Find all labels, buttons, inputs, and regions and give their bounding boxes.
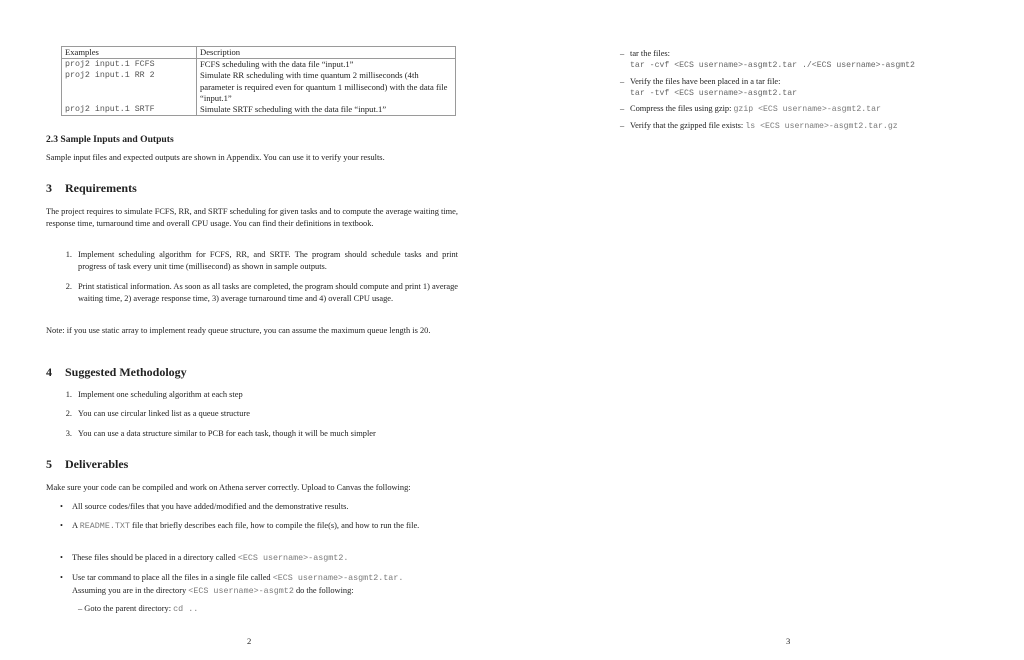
item-text: Implement scheduling algorithm for FCFS, RR, and SRTF. The program should schedule tasks and print progress of task every unit time (millisecond) as shown in sample outputs. [78, 250, 458, 271]
deliverables-bullet-1 [58, 501, 458, 513]
item-text: You can use circular linked list as a queue structure [78, 409, 250, 418]
section-title-methodology [46, 365, 187, 380]
right-item-gzip [620, 103, 1000, 116]
bullet-text: All source codes/files that you have added/modified and the demonstrative results. [72, 502, 349, 511]
requirements-note: Note: if you use static array to implement ready queue structure, you can assume the maximum queue length is 20. [46, 326, 431, 335]
table-header-row [62, 47, 456, 59]
subsection-title-2-3: 2.3 Sample Inputs and Outputs [46, 134, 174, 145]
table-cell-command: proj2 input.1 SRTF [62, 104, 197, 116]
section-title-deliverables [46, 457, 128, 472]
item-label: 3. [65, 429, 72, 438]
section-number: 4 [46, 365, 52, 379]
inline-code: cd .. [173, 604, 199, 614]
dash-marker: – [620, 104, 625, 113]
requirements-item-2 [58, 281, 458, 304]
dash-marker: – [620, 121, 625, 130]
item-text: tar the files: [630, 49, 670, 58]
bullet-dot: • [60, 521, 63, 530]
deliverables-bullet-2 [58, 520, 458, 533]
table-row [62, 59, 456, 71]
section-number: 5 [46, 457, 52, 471]
section-heading: Requirements [65, 181, 137, 195]
bullet-text-part: Assuming you are in the directory [72, 585, 189, 595]
bullet-text-part: Use tar command to place all the files in a single file called [72, 573, 273, 582]
page-number-right: 3 [786, 636, 791, 646]
right-item-tar-files [620, 48, 1000, 60]
item-label: 1. [65, 250, 72, 259]
subsection-2-3-text: Sample input files and expected outputs are shown in Appendix. You can use it to verify your results. [46, 153, 385, 162]
section-heading: Deliverables [65, 457, 129, 471]
table-header-description: Description [197, 47, 456, 59]
requirements-item-1 [58, 249, 458, 272]
item-text [630, 120, 1000, 133]
item-text: Verify the files have been placed in a tar file: [630, 77, 781, 86]
inline-code: <ECS username>-asgmt2. [237, 553, 349, 563]
bullet-dot: • [60, 502, 63, 511]
page-right [512, 0, 1024, 660]
bullet-dot: • [60, 573, 63, 582]
deliverables-bullet-4 [58, 572, 458, 597]
right-item-verify-gzip [620, 120, 1000, 133]
item-text: Print statistical information. As soon as all tasks are completed, the program should compute and print 1) average waiting time, 2) average response time, 3) average turnaround time and 4) overall CPU usage. [78, 282, 458, 303]
table-header-examples: Examples [62, 47, 197, 59]
methodology-item-3 [58, 428, 458, 440]
bullet-text-part: A [72, 521, 80, 530]
item-label: 2. [65, 409, 72, 418]
table-cell-description: Simulate RR scheduling with time quantum 2 milliseconds (4th parameter is required even for quantum 1 millisecond) with the data file “input.1” [197, 70, 456, 104]
item-label: 2. [65, 282, 72, 291]
table-cell-command: proj2 input.1 FCFS [62, 59, 197, 71]
item-text-part: Compress the files using gzip: [630, 104, 734, 113]
subitem-text: – Goto the parent directory: [78, 604, 174, 613]
table-cell-command: proj2 input.1 RR 2 [62, 70, 197, 104]
bullet-text [72, 552, 458, 565]
code-tar-create: tar -cvf <ECS username>-asgmt2.tar ./<ECS username>-asgmt2 [630, 61, 915, 70]
table-row [62, 104, 456, 116]
item-text-part: Verify that the gzipped file exists: [630, 121, 746, 130]
section-heading: Suggested Methodology [65, 365, 187, 379]
bullet-dot: • [60, 553, 63, 562]
item-text: You can use a data structure similar to PCB for each task, though it will be much simpler [78, 429, 376, 438]
inline-code: gzip <ECS username>-asgmt2.tar [733, 105, 881, 114]
page-number-left: 2 [247, 636, 252, 646]
item-text: Implement one scheduling algorithm at each step [78, 390, 243, 399]
bullet-text-part: do the following: [293, 585, 354, 595]
bullet-text-part: These files should be placed in a directory called [72, 553, 238, 562]
section-number: 3 [46, 181, 52, 195]
bullet-text [72, 520, 458, 533]
deliverables-intro: Make sure your code can be compiled and work on Athena server correctly. Upload to Canvas the following: [46, 483, 411, 492]
methodology-item-2 [58, 408, 458, 420]
bullet-text [72, 572, 458, 597]
right-item-verify-tar [620, 76, 1000, 88]
deliverables-bullet-3 [58, 552, 458, 565]
dash-marker: – [620, 77, 625, 86]
table-cell-description: Simulate SRTF scheduling with the data file “input.1” [197, 104, 456, 116]
dash-marker: – [620, 49, 625, 58]
inline-code: <ECS username>-asgmt2.tar. [272, 573, 404, 583]
table-row [62, 70, 456, 104]
examples-table [61, 46, 456, 116]
item-label: 1. [65, 390, 72, 399]
inline-code: ls <ECS username>-asgmt2.tar.gz [745, 122, 898, 131]
requirements-intro: The project requires to simulate FCFS, RR, and SRTF scheduling for given tasks and to compute the average waiting time, response time, turnaround time and overall CPU usage. You can find their definitions in textbook. [46, 207, 458, 228]
code-tar-verify: tar -tvf <ECS username>-asgmt2.tar [630, 89, 798, 98]
section-title-requirements [46, 181, 137, 196]
inline-code: README.TXT [79, 521, 130, 531]
inline-code: <ECS username>-asgmt2 [188, 585, 294, 596]
bullet-text-part: file that briefly describes each file, how to compile the file(s), and how to run the file. [129, 521, 420, 530]
table-cell-description: FCFS scheduling with the data file “input.1” [197, 59, 456, 71]
item-text [630, 103, 1000, 116]
deliverables-subitem-goto-parent [78, 603, 198, 616]
methodology-item-1 [58, 389, 458, 401]
